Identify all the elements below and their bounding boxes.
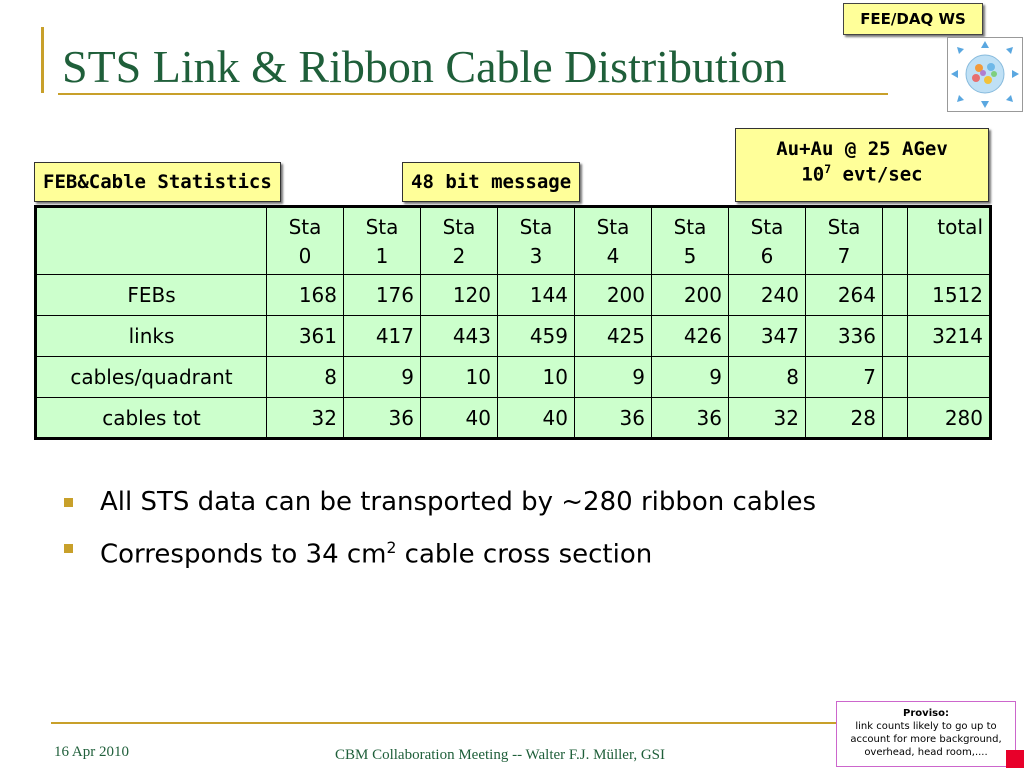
value-cell: 425: [575, 316, 652, 357]
value-cell: 200: [575, 275, 652, 316]
header-station-cell: Sta 3: [498, 207, 575, 275]
header-spacer-cell: [883, 207, 908, 275]
header-station-cell: Sta 7: [806, 207, 883, 275]
proviso-note: Proviso: link counts likely to go up to account for more background, overhead, head room,....: [836, 701, 1016, 767]
value-cell: 10: [421, 357, 498, 398]
value-cell: 336: [806, 316, 883, 357]
value-cell: 9: [344, 357, 421, 398]
spacer-cell: [883, 357, 908, 398]
value-cell: 36: [652, 398, 729, 439]
cable-statistics-table: [34, 205, 992, 440]
value-cell: 426: [652, 316, 729, 357]
bullet-item: Corresponds to 34 $cm^2$ cable cross section: [64, 530, 816, 576]
value-cell: 200: [652, 275, 729, 316]
bullet-square-icon: [64, 544, 73, 553]
header-station-cell: Sta 5: [652, 207, 729, 275]
network-logo-icon: [947, 37, 1023, 112]
footer-text: CBM Collaboration Meeting -- Walter F.J. Müller, GSI: [335, 747, 666, 763]
value-cell: 417: [344, 316, 421, 357]
value-cell: 176: [344, 275, 421, 316]
row-label-cell: links: [36, 316, 267, 357]
total-cell: [908, 357, 991, 398]
value-cell: 144: [498, 275, 575, 316]
value-cell: 443: [421, 316, 498, 357]
total-cell: 3214: [908, 316, 991, 357]
value-cell: 8: [267, 357, 344, 398]
spacer-cell: [883, 275, 908, 316]
header-station-cell: Sta 0: [267, 207, 344, 275]
spacer-cell: [883, 316, 908, 357]
bullet-list: [64, 484, 816, 576]
value-cell: 264: [806, 275, 883, 316]
value-cell: 28: [806, 398, 883, 439]
workshop-badge: FEE/DAQ WS: [843, 3, 983, 35]
row-label-cell: cables tot: [36, 398, 267, 439]
row-label-cell: FEBs: [36, 275, 267, 316]
spacer-cell: [883, 398, 908, 439]
value-cell: 9: [575, 357, 652, 398]
beam-rate-label: $10^7$ evt/sec: [801, 162, 923, 186]
beam-conditions-box: [735, 128, 989, 202]
value-cell: 10: [498, 357, 575, 398]
value-cell: 240: [729, 275, 806, 316]
value-cell: 120: [421, 275, 498, 316]
total-cell: 1512: [908, 275, 991, 316]
value-cell: 36: [575, 398, 652, 439]
table-row: [36, 398, 991, 439]
slide-corner-marker: [1006, 750, 1024, 768]
row-label-cell: cables/quadrant: [36, 357, 267, 398]
header-station-cell: Sta 2: [421, 207, 498, 275]
footer-date: 16 Apr 2010: [54, 744, 129, 760]
beam-collision-label: Au+Au @ 25 AGev: [776, 138, 948, 160]
value-cell: 7: [806, 357, 883, 398]
table-row: [36, 357, 991, 398]
proviso-title: Proviso:: [903, 708, 949, 719]
footer-line: [51, 722, 841, 724]
title-underline: [58, 93, 888, 95]
total-cell: 280: [908, 398, 991, 439]
value-cell: 36: [344, 398, 421, 439]
header-station-cell: Sta 6: [729, 207, 806, 275]
value-cell: 347: [729, 316, 806, 357]
value-cell: 9: [652, 357, 729, 398]
bullet-square-icon: [64, 498, 73, 507]
title-accent-line: [41, 27, 44, 93]
value-cell: 168: [267, 275, 344, 316]
value-cell: 32: [267, 398, 344, 439]
value-cell: 8: [729, 357, 806, 398]
value-cell: 40: [421, 398, 498, 439]
table-row: [36, 275, 991, 316]
message-size-tag: 48 bit message: [402, 162, 580, 202]
value-cell: 361: [267, 316, 344, 357]
table-header-row: [36, 207, 991, 275]
table-row: [36, 316, 991, 357]
bullet-item: All STS data can be transported by ~280 ribbon cables: [64, 484, 816, 530]
feb-cable-statistics-tag: FEB&Cable Statistics: [34, 162, 281, 202]
header-station-cell: Sta 4: [575, 207, 652, 275]
value-cell: 32: [729, 398, 806, 439]
value-cell: 459: [498, 316, 575, 357]
value-cell: 40: [498, 398, 575, 439]
page-title: STS Link & Ribbon Cable Distribution: [62, 41, 787, 92]
header-empty-cell: [36, 207, 267, 275]
header-station-cell: Sta 1: [344, 207, 421, 275]
header-total-cell: total: [908, 207, 991, 275]
